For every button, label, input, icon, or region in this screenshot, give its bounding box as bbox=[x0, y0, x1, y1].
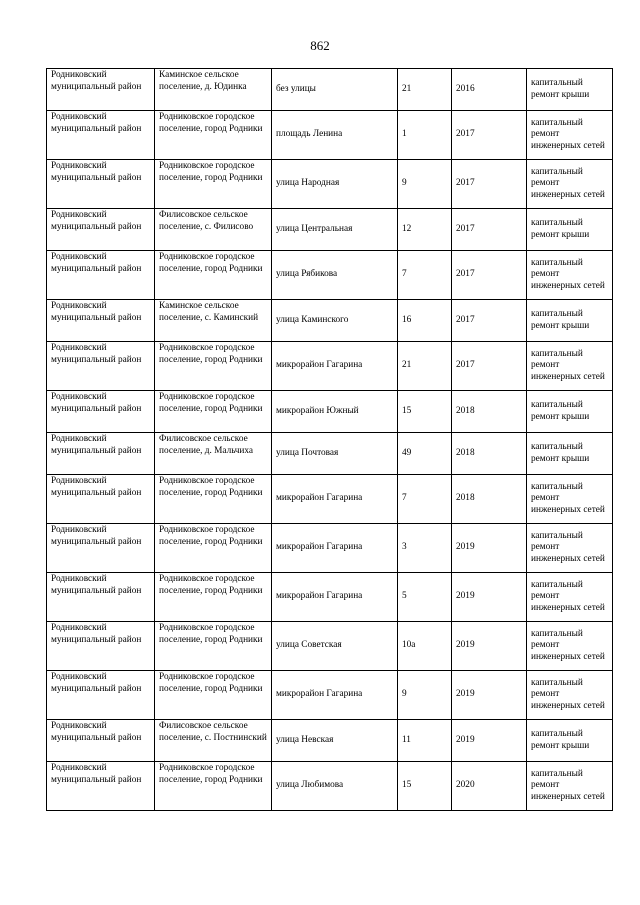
work-type-cell: капитальный ремонт инженерных сетей bbox=[527, 671, 613, 720]
work-type-cell: капитальный ремонт инженерных сетей bbox=[527, 342, 613, 391]
year-cell: 2019 bbox=[452, 573, 527, 622]
table-row bbox=[47, 433, 613, 475]
year-cell: 2017 bbox=[452, 342, 527, 391]
table-row bbox=[47, 342, 613, 391]
street-cell: улица Народная bbox=[272, 160, 398, 209]
year-cell: 2019 bbox=[452, 524, 527, 573]
table-row bbox=[47, 671, 613, 720]
district-cell: Родниковский муниципальный район bbox=[47, 524, 155, 573]
street-cell: микрорайон Южный bbox=[272, 391, 398, 433]
work-type-cell: капитальный ремонт инженерных сетей bbox=[527, 573, 613, 622]
table-row bbox=[47, 209, 613, 251]
house-number-cell: 1 bbox=[398, 111, 452, 160]
house-number-cell: 9 bbox=[398, 160, 452, 209]
settlement-cell: Родниковское городское поселение, город Родники bbox=[155, 251, 272, 300]
district-cell: Родниковский муниципальный район bbox=[47, 720, 155, 762]
district-cell: Родниковский муниципальный район bbox=[47, 251, 155, 300]
settlement-cell: Родниковское городское поселение, город Родники bbox=[155, 111, 272, 160]
house-number-cell: 10а bbox=[398, 622, 452, 671]
settlement-cell: Каминское сельское поселение, с. Каминский bbox=[155, 300, 272, 342]
house-number-cell: 21 bbox=[398, 342, 452, 391]
table-row bbox=[47, 720, 613, 762]
table-row bbox=[47, 475, 613, 524]
page-number: 862 bbox=[310, 38, 330, 53]
house-number-cell: 16 bbox=[398, 300, 452, 342]
work-type-cell: капитальный ремонт инженерных сетей bbox=[527, 160, 613, 209]
work-type-cell: капитальный ремонт инженерных сетей bbox=[527, 111, 613, 160]
table-row bbox=[47, 300, 613, 342]
work-type-cell: капитальный ремонт крыши bbox=[527, 209, 613, 251]
work-type-cell: капитальный ремонт крыши bbox=[527, 391, 613, 433]
work-type-cell: капитальный ремонт инженерных сетей bbox=[527, 622, 613, 671]
house-number-cell: 5 bbox=[398, 573, 452, 622]
settlement-cell: Родниковское городское поселение, город Родники bbox=[155, 391, 272, 433]
year-cell: 2017 bbox=[452, 251, 527, 300]
district-cell: Родниковский муниципальный район bbox=[47, 69, 155, 111]
work-type-cell: капитальный ремонт крыши bbox=[527, 720, 613, 762]
year-cell: 2017 bbox=[452, 160, 527, 209]
year-cell: 2017 bbox=[452, 300, 527, 342]
work-type-cell: капитальный ремонт инженерных сетей bbox=[527, 475, 613, 524]
street-cell: улица Каминского bbox=[272, 300, 398, 342]
work-type-cell: капитальный ремонт инженерных сетей bbox=[527, 524, 613, 573]
settlement-cell: Каминское сельское поселение, д. Юдинка bbox=[155, 69, 272, 111]
year-cell: 2019 bbox=[452, 720, 527, 762]
district-cell: Родниковский муниципальный район bbox=[47, 573, 155, 622]
street-cell: улица Советская bbox=[272, 622, 398, 671]
house-number-cell: 15 bbox=[398, 391, 452, 433]
district-cell: Родниковский муниципальный район bbox=[47, 209, 155, 251]
street-cell: улица Рябикова bbox=[272, 251, 398, 300]
district-cell: Родниковский муниципальный район bbox=[47, 160, 155, 209]
house-number-cell: 49 bbox=[398, 433, 452, 475]
settlement-cell: Родниковское городское поселение, город Родники bbox=[155, 762, 272, 811]
street-cell: микрорайон Гагарина bbox=[272, 671, 398, 720]
house-number-cell: 7 bbox=[398, 251, 452, 300]
district-cell: Родниковский муниципальный район bbox=[47, 433, 155, 475]
work-type-cell: капитальный ремонт инженерных сетей bbox=[527, 251, 613, 300]
district-cell: Родниковский муниципальный район bbox=[47, 300, 155, 342]
settlement-cell: Родниковское городское поселение, город Родники bbox=[155, 671, 272, 720]
table-row bbox=[47, 762, 613, 811]
district-cell: Родниковский муниципальный район bbox=[47, 391, 155, 433]
house-number-cell: 12 bbox=[398, 209, 452, 251]
settlement-cell: Родниковское городское поселение, город Родники bbox=[155, 622, 272, 671]
street-cell: микрорайон Гагарина bbox=[272, 475, 398, 524]
work-type-cell: капитальный ремонт крыши bbox=[527, 300, 613, 342]
work-type-cell: капитальный ремонт крыши bbox=[527, 69, 613, 111]
street-cell: микрорайон Гагарина bbox=[272, 524, 398, 573]
work-type-cell: капитальный ремонт инженерных сетей bbox=[527, 762, 613, 811]
street-cell: микрорайон Гагарина bbox=[272, 573, 398, 622]
table-row bbox=[47, 622, 613, 671]
street-cell: улица Центральная bbox=[272, 209, 398, 251]
settlement-cell: Филисовское сельское поселение, д. Мальчиха bbox=[155, 433, 272, 475]
street-cell: улица Невская bbox=[272, 720, 398, 762]
settlement-cell: Родниковское городское поселение, город Родники bbox=[155, 475, 272, 524]
street-cell: улица Почтовая bbox=[272, 433, 398, 475]
settlement-cell: Филисовское сельское поселение, с. Филисово bbox=[155, 209, 272, 251]
settlement-cell: Родниковское городское поселение, город Родники bbox=[155, 524, 272, 573]
house-number-cell: 15 bbox=[398, 762, 452, 811]
settlement-cell: Родниковское городское поселение, город Родники bbox=[155, 342, 272, 391]
street-cell: микрорайон Гагарина bbox=[272, 342, 398, 391]
year-cell: 2018 bbox=[452, 433, 527, 475]
house-number-cell: 21 bbox=[398, 69, 452, 111]
year-cell: 2019 bbox=[452, 622, 527, 671]
table-row bbox=[47, 391, 613, 433]
year-cell: 2020 bbox=[452, 762, 527, 811]
settlement-cell: Филисовское сельское поселение, с. Постнинский bbox=[155, 720, 272, 762]
street-cell: без улицы bbox=[272, 69, 398, 111]
year-cell: 2016 bbox=[452, 69, 527, 111]
table-row bbox=[47, 160, 613, 209]
work-type-cell: капитальный ремонт крыши bbox=[527, 433, 613, 475]
district-cell: Родниковский муниципальный район bbox=[47, 622, 155, 671]
repair-schedule-table bbox=[46, 68, 613, 811]
settlement-cell: Родниковское городское поселение, город Родники bbox=[155, 573, 272, 622]
table-row bbox=[47, 524, 613, 573]
street-cell: улица Любимова bbox=[272, 762, 398, 811]
district-cell: Родниковский муниципальный район bbox=[47, 111, 155, 160]
house-number-cell: 3 bbox=[398, 524, 452, 573]
district-cell: Родниковский муниципальный район bbox=[47, 475, 155, 524]
table-row bbox=[47, 69, 613, 111]
street-cell: площадь Ленина bbox=[272, 111, 398, 160]
year-cell: 2018 bbox=[452, 475, 527, 524]
district-cell: Родниковский муниципальный район bbox=[47, 342, 155, 391]
table-row bbox=[47, 573, 613, 622]
house-number-cell: 11 bbox=[398, 720, 452, 762]
year-cell: 2019 bbox=[452, 671, 527, 720]
year-cell: 2018 bbox=[452, 391, 527, 433]
settlement-cell: Родниковское городское поселение, город Родники bbox=[155, 160, 272, 209]
year-cell: 2017 bbox=[452, 209, 527, 251]
table-row bbox=[47, 251, 613, 300]
house-number-cell: 9 bbox=[398, 671, 452, 720]
district-cell: Родниковский муниципальный район bbox=[47, 671, 155, 720]
year-cell: 2017 bbox=[452, 111, 527, 160]
table-row bbox=[47, 111, 613, 160]
district-cell: Родниковский муниципальный район bbox=[47, 762, 155, 811]
house-number-cell: 7 bbox=[398, 475, 452, 524]
